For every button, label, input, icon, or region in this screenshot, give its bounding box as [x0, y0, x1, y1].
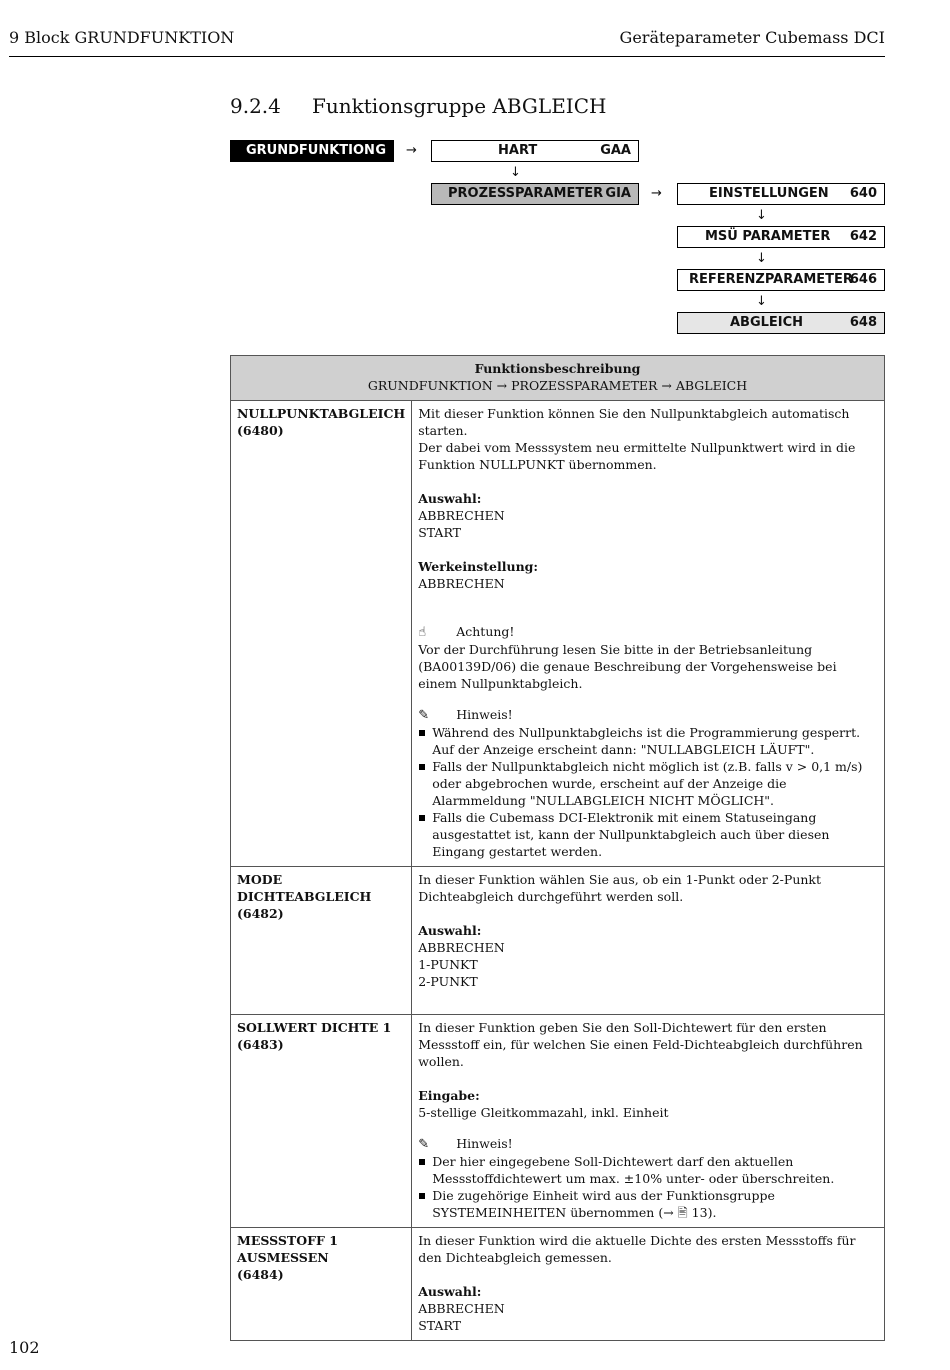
option-value: START	[418, 1318, 461, 1333]
function-code: (6483)	[237, 1037, 284, 1052]
pencil-note-icon: ✎	[418, 1137, 430, 1152]
option-value: ABBRECHEN	[418, 940, 505, 955]
table-title: Funktionsbeschreibung	[474, 361, 641, 376]
list-item: Falls die Cubemass DCI-Elektronik mit einem Statuseingang ausgestattet ist, kann der Nullpunktabgleich auch über diesen Eingang gestartet werden.	[418, 809, 878, 860]
table-row	[231, 867, 885, 1015]
hand-warning-icon: ☝	[418, 625, 427, 640]
function-name-cell	[231, 1015, 412, 1228]
option-value: START	[418, 525, 461, 540]
description-text: Der dabei vom Messsystem neu ermittelte Nullpunktwert wird in die Funktion NULLPUNKT übernommen.	[418, 440, 856, 472]
option-value: ABBRECHEN	[418, 1301, 505, 1316]
eingabe-label: Eingabe:	[418, 1088, 480, 1103]
list-item: Falls der Nullpunktabgleich nicht möglich ist (z.B. falls v > 0,1 m/s) oder abgebrochen wurde, erscheint auf der Anzeige die Alarmmeldung "NULLABGLEICH NICHT MÖGLICH".	[418, 758, 878, 809]
hinweis-list	[418, 724, 878, 860]
hinweis-notice	[418, 1135, 878, 1153]
option-value: ABBRECHEN	[418, 508, 505, 523]
list-item: Die zugehörige Einheit wird aus der Funktionsgruppe SYSTEMEINHEITEN übernommen (→ 🖹 13).	[418, 1187, 878, 1221]
option-value: 2-PUNKT	[418, 974, 478, 989]
auswahl-label: Auswahl:	[418, 491, 482, 506]
table-row	[231, 401, 885, 867]
achtung-notice	[418, 623, 878, 641]
description-text: In dieser Funktion geben Sie den Soll-Dichtewert für den ersten Messstoff ein, für welchen Sie einen Feld-Dichteabgleich durchführen wollen.	[418, 1020, 863, 1069]
node-msue-parameter	[677, 226, 885, 248]
node-label: GRUNDFUNKTION	[246, 143, 375, 158]
hinweis-label: Hinweis!	[456, 707, 513, 722]
function-code: (6484)	[237, 1267, 284, 1282]
option-value: 1-PUNKT	[418, 957, 478, 972]
node-code: 648	[849, 315, 877, 330]
achtung-label: Achtung!	[456, 624, 515, 639]
node-code: 646	[849, 272, 877, 287]
function-description-cell	[412, 1015, 885, 1228]
hinweis-list	[418, 1153, 878, 1221]
werkeinstellung-label: Werkeinstellung:	[418, 559, 539, 574]
running-header-title: Geräteparameter Cubemass DCI	[619, 28, 885, 47]
node-label: REFERENZPARAMETER	[689, 272, 853, 287]
description-text: In dieser Funktion wird die aktuelle Dichte des ersten Messstoffs für den Dichteabgleich gemessen.	[418, 1233, 856, 1265]
node-label: HART	[498, 143, 538, 158]
arrow-down-icon: ↓	[756, 251, 767, 266]
section-heading	[230, 94, 606, 118]
function-name: MESSSTOFF 1	[237, 1233, 338, 1248]
pencil-note-icon: ✎	[418, 708, 430, 723]
description-text: In dieser Funktion wählen Sie aus, ob ein 1-Punkt oder 2-Punkt Dichteabgleich durchgeführt werden soll.	[418, 872, 822, 904]
function-name: AUSMESSEN	[237, 1250, 329, 1265]
table-header-row	[231, 356, 885, 401]
function-description-cell	[412, 1228, 885, 1341]
function-name-cell	[231, 401, 412, 867]
node-code: 642	[849, 229, 877, 244]
function-description-cell	[412, 401, 885, 867]
section-number: 9.2.4	[230, 94, 281, 118]
achtung-text: Vor der Durchführung lesen Sie bitte in der Betriebsanleitung (BA00139D/06) die genaue Beschreibung der Vorgehensweise bei einem Nullpunktabgleich.	[418, 642, 837, 691]
node-label: PROZESSPARAMETER	[448, 186, 604, 201]
node-code: GAA	[600, 143, 631, 158]
hinweis-notice	[418, 706, 878, 724]
arrow-down-icon: ↓	[756, 208, 767, 223]
function-code: (6480)	[237, 423, 284, 438]
function-description-table	[230, 355, 885, 1341]
table-row	[231, 1015, 885, 1228]
function-name: MODE DICHTEABGLEICH	[237, 872, 372, 904]
section-title: Funktionsgruppe ABGLEICH	[312, 94, 607, 118]
function-name: SOLLWERT DICHTE 1	[237, 1020, 392, 1035]
node-einstellungen	[677, 183, 885, 205]
list-item: Der hier eingegebene Soll-Dichtewert darf den aktuellen Messstoffdichtewert um max. ±10% unter- oder überschreiten.	[418, 1153, 878, 1187]
function-code: (6482)	[237, 906, 284, 921]
table-row	[231, 1228, 885, 1341]
function-name: NULLPUNKTABGLEICH	[237, 406, 406, 421]
node-grundfunktion	[230, 140, 394, 162]
node-code: 640	[849, 186, 877, 201]
arrow-right-icon: →	[651, 186, 662, 201]
function-name-cell	[231, 1228, 412, 1341]
auswahl-label: Auswahl:	[418, 923, 482, 938]
node-code: G	[375, 143, 386, 158]
eingabe-value: 5-stellige Gleitkommazahl, inkl. Einheit	[418, 1105, 669, 1120]
node-label: EINSTELLUNGEN	[709, 186, 829, 201]
auswahl-label: Auswahl:	[418, 1284, 482, 1299]
running-header-chapter: 9 Block GRUNDFUNKTION	[9, 28, 235, 47]
function-description-cell	[412, 867, 885, 1015]
arrow-down-icon: ↓	[510, 165, 521, 180]
table-header	[231, 356, 885, 401]
function-name-cell	[231, 867, 412, 1015]
header-rule	[9, 56, 885, 57]
werkeinstellung-value: ABBRECHEN	[418, 576, 505, 591]
node-label: ABGLEICH	[730, 315, 804, 330]
node-abgleich	[677, 312, 885, 334]
arrow-down-icon: ↓	[756, 294, 767, 309]
list-item: Während des Nullpunktabgleichs ist die Programmierung gesperrt. Auf der Anzeige erscheint dann: "NULLABGLEICH LÄUFT".	[418, 724, 878, 758]
node-label: MSÜ PARAMETER	[705, 229, 831, 244]
node-code: GIA	[605, 186, 631, 201]
node-referenzparameter	[677, 269, 885, 291]
description-text: Mit dieser Funktion können Sie den Nullpunktabgleich automatisch starten.	[418, 406, 850, 438]
node-hart	[431, 140, 639, 162]
node-prozessparameter	[431, 183, 639, 205]
table-path: GRUNDFUNKTION → PROZESSPARAMETER → ABGLEICH	[367, 378, 748, 393]
arrow-right-icon: →	[406, 143, 417, 158]
hinweis-label: Hinweis!	[456, 1136, 513, 1151]
page-number: 102	[9, 1338, 40, 1357]
